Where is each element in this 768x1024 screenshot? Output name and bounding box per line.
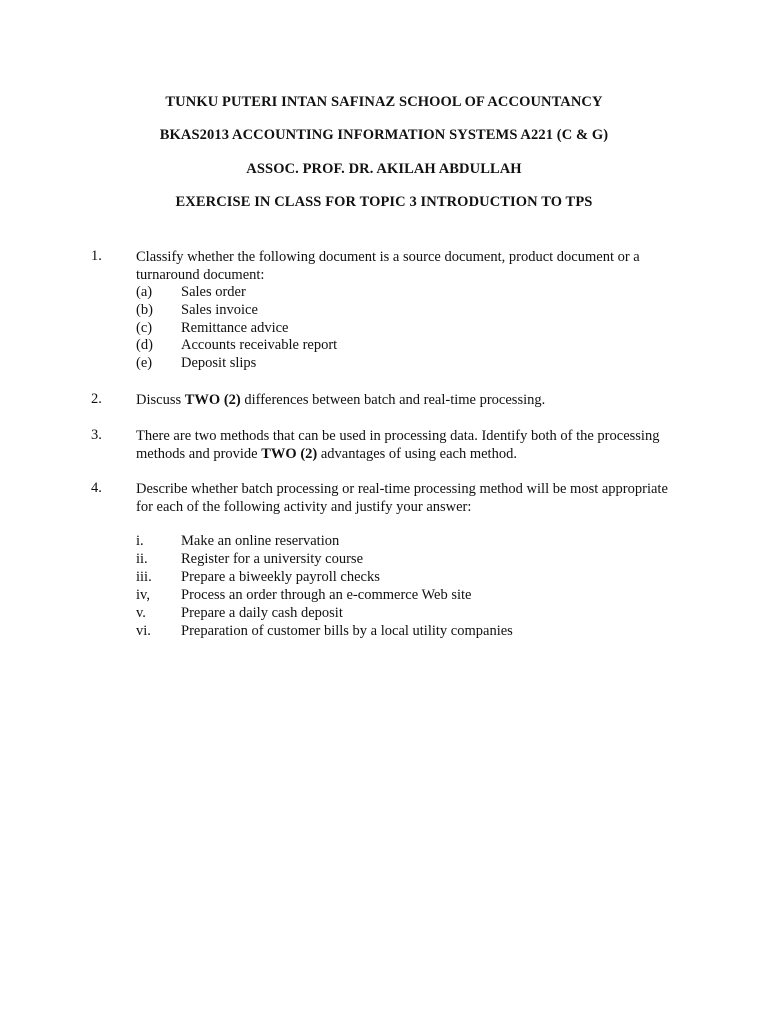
text-segment: advantages of using each method. [317, 446, 517, 462]
text-segment: Discuss [136, 392, 185, 408]
question-text-line: Classify whether the following document is a source document, product document or a [136, 249, 640, 265]
item-text: Accounts receivable report [181, 337, 338, 353]
emphasis-text: TWO (2) [261, 446, 318, 462]
list-item [136, 533, 684, 551]
item-label: vi. [136, 623, 151, 639]
emphasis-text: TWO (2) [184, 392, 241, 408]
item-text: Sales invoice [181, 302, 258, 318]
exercise-title: EXERCISE IN CLASS FOR TOPIC 3 INTRODUCTION TO TPS [175, 194, 593, 210]
question-text [136, 480, 684, 516]
text-segment: methods and provide [136, 446, 262, 462]
item-label: i. [136, 533, 144, 549]
list-item [136, 355, 684, 373]
item-label: (a) [136, 284, 153, 300]
question-text-line: turnaround document: [136, 267, 265, 283]
question-text [136, 391, 684, 409]
item-text: Register for a university course [181, 551, 364, 567]
item-label: iii. [136, 569, 152, 585]
list-item [136, 284, 684, 302]
list-item [136, 302, 684, 320]
item-label: (b) [136, 302, 153, 318]
item-label: iv, [136, 587, 150, 603]
list-item [136, 320, 684, 338]
lecturer-name: ASSOC. PROF. DR. AKILAH ABDULLAH [246, 161, 522, 177]
school-title: TUNKU PUTERI INTAN SAFINAZ SCHOOL OF ACCOUNTANCY [165, 94, 603, 110]
course-title: BKAS2013 ACCOUNTING INFORMATION SYSTEMS A221 (C & G) [159, 127, 609, 143]
text-segment: differences between batch and real-time processing. [240, 392, 546, 408]
item-label: (c) [136, 320, 153, 336]
question-text-line: for each of the following activity and justify your answer: [136, 499, 472, 515]
item-label: v. [136, 605, 146, 621]
question-text-line: Describe whether batch processing or real-time processing method will be most appropriate [136, 481, 668, 497]
question-text [136, 248, 684, 284]
item-text: Prepare a daily cash deposit [181, 605, 343, 621]
item-text: Deposit slips [181, 355, 257, 371]
question-text-line [136, 445, 684, 463]
list-item [136, 337, 684, 355]
item-text: Sales order [181, 284, 246, 300]
question-text-line: There are two methods that can be used in processing data. Identify both of the processing [136, 428, 660, 444]
question-number: 4. [91, 480, 102, 496]
item-label: ii. [136, 551, 148, 567]
list-item [136, 569, 684, 587]
item-text: Remittance advice [181, 320, 289, 336]
list-item [136, 605, 684, 623]
item-label: (e) [136, 355, 153, 371]
question-number: 3. [91, 427, 102, 443]
item-label: (d) [136, 337, 153, 353]
list-item [136, 587, 684, 605]
list-item [136, 623, 684, 641]
item-text: Make an online reservation [181, 533, 340, 549]
question-text [136, 427, 684, 463]
item-text: Process an order through an e-commerce Web site [181, 587, 472, 603]
item-text: Preparation of customer bills by a local utility companies [181, 623, 513, 639]
question-number: 2. [91, 391, 102, 407]
item-text: Prepare a biweekly payroll checks [181, 569, 380, 585]
list-item [136, 551, 684, 569]
question-number: 1. [91, 248, 102, 264]
